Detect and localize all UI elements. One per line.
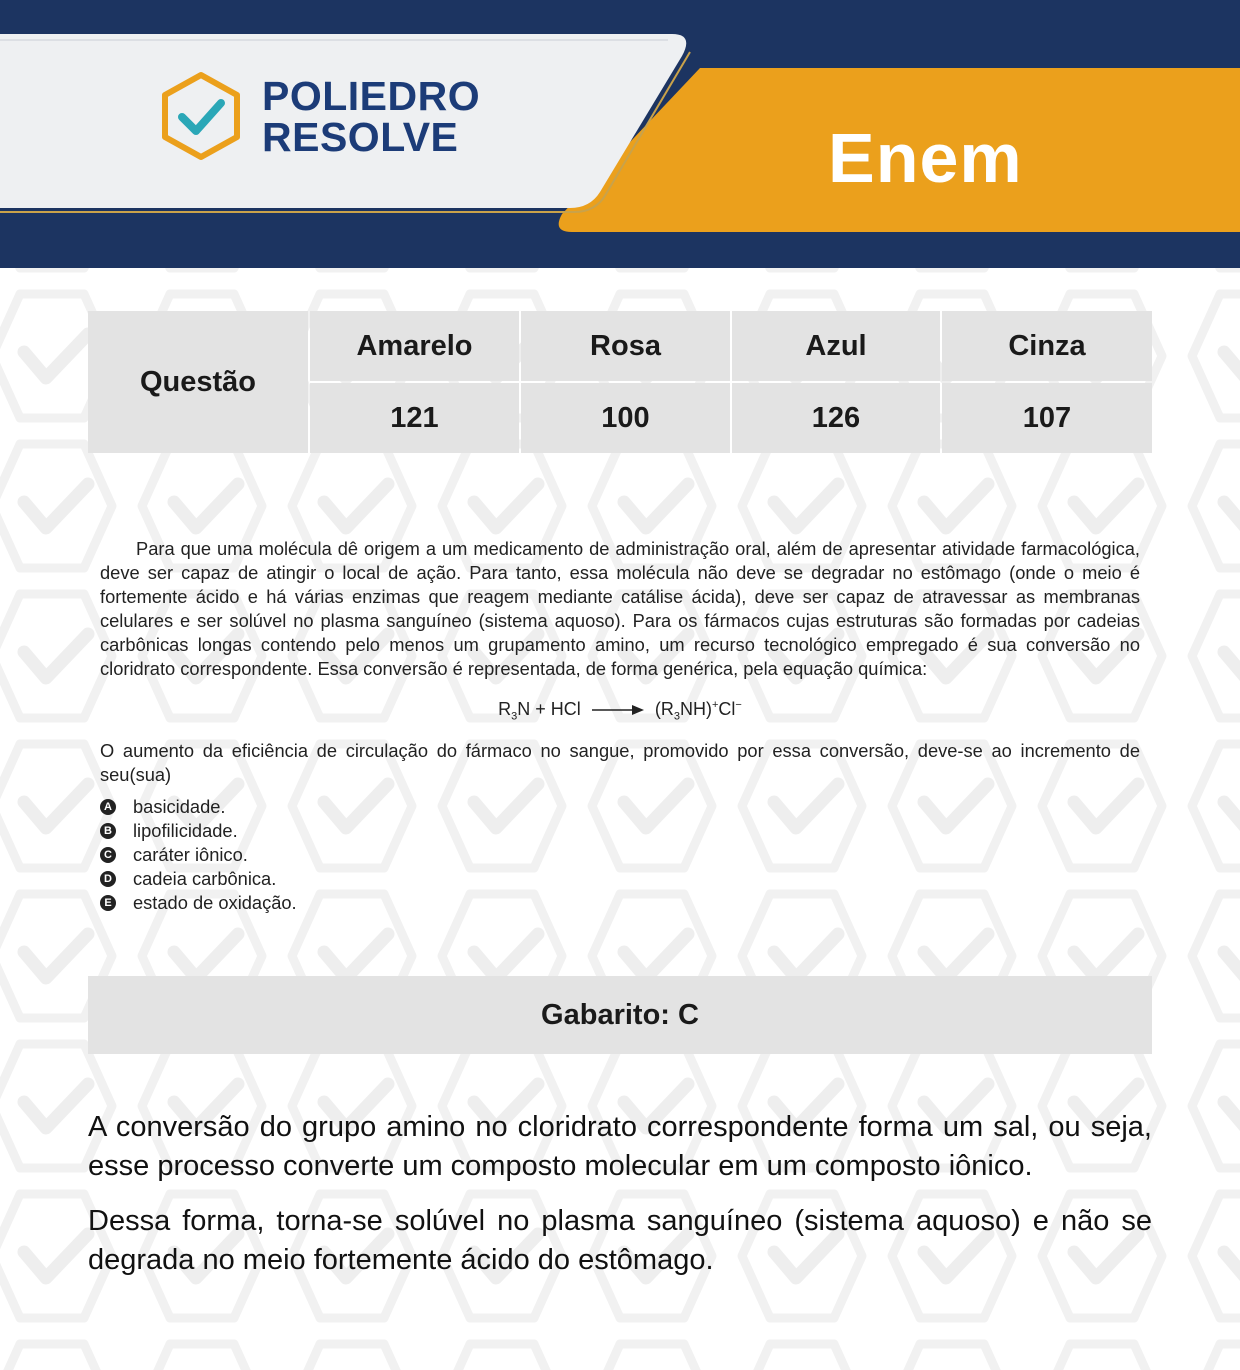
option-text: basicidade. [133,795,226,817]
resolution-paragraph-1: A conversão do grupo amino no cloridrato correspondente forma um sal, ou seja, esse processo converte um composto molecular em um composto iônico. [88,1111,1152,1182]
eq-prod-open: (R [654,699,674,719]
option-b [100,819,1140,843]
question-paragraph: Para que uma molécula dê origem a um medicamento de administração oral, além de apresentar atividade farmacológica, deve ser capaz de atingir o local de ação. Para tanto, essa molécula não deve se degradar no estômago (onde o meio é fortemente ácido e há várias enzimas que reagem mediante catálise ácida), deve ser capaz de atravessar as membranas celulares e ser solúvel no plasma sanguíneo (sistema aquoso). Para os fármacos cujas estruturas são formadas por cadeias carbônicas longas contendo pelo menos um grupamento amino, um recurso tecnológico empregado é sua conversão no cloridrato correspondente. Essa conversão é representada, de forma genérica, pela equação química: [100,538,1140,679]
answer-options [100,795,1140,915]
col-header-rosa: Rosa [521,311,730,381]
option-text: caráter iônico. [133,843,248,865]
question-body [100,537,1140,915]
option-e [100,891,1140,915]
option-letter-badge: E [100,895,116,911]
row-header-questao: Questão [88,311,308,453]
brand-line-1: POLIEDRO [262,73,481,119]
option-text: lipofilicidade. [133,819,238,841]
cell-number-rosa: 100 [521,383,730,453]
col-header-amarelo: Amarelo [310,311,519,381]
option-text: estado de oxidação. [133,891,297,913]
eq-reactant-rest: N + HCl [517,699,581,719]
eq-sub-right: 3 [673,710,680,723]
answer-key-label: Gabarito: C [541,998,699,1031]
check-hexagon-icon [158,70,244,162]
eq-prod-mid: NH) [679,699,712,719]
eq-sub-left: 3 [511,710,518,723]
col-header-cinza: Cinza [942,311,1152,381]
resolution-paragraph-2: Dessa forma, torna-se solúvel no plasma sanguíneo (sistema aquoso) e não se degrada no meio fortemente ácido do estômago. [88,1205,1152,1276]
resolution-text [88,1108,1152,1296]
option-letter-badge: C [100,847,116,863]
option-letter-badge: A [100,799,116,815]
eq-sup-plus: + [711,699,719,711]
brand-wordmark [262,73,481,160]
question-number-table [88,311,1152,453]
reaction-arrow-icon [592,704,644,716]
eq-sup-minus: − [735,699,742,711]
brand-line-2: RESOLVE [262,114,459,160]
header-banner [0,0,1240,268]
option-d [100,867,1140,891]
col-header-azul: Azul [732,311,940,381]
cell-number-azul: 126 [732,383,940,453]
option-letter-badge: D [100,871,116,887]
exam-title: Enem [828,119,1023,197]
eq-prod-cl: Cl [718,699,736,719]
option-letter-badge: B [100,823,116,839]
question-prompt: O aumento da eficiência de circulação do fármaco no sangue, promovido por essa conversão, deve-se ao incremento de seu(sua) [100,739,1140,785]
cell-number-cinza: 107 [942,383,1152,453]
option-text: cadeia carbônica. [133,867,277,889]
eq-r-left: R [498,699,512,719]
chemical-equation [100,693,1140,729]
option-c [100,843,1140,867]
cell-number-amarelo: 121 [310,383,519,453]
option-a [100,795,1140,819]
answer-key-banner [88,976,1152,1054]
